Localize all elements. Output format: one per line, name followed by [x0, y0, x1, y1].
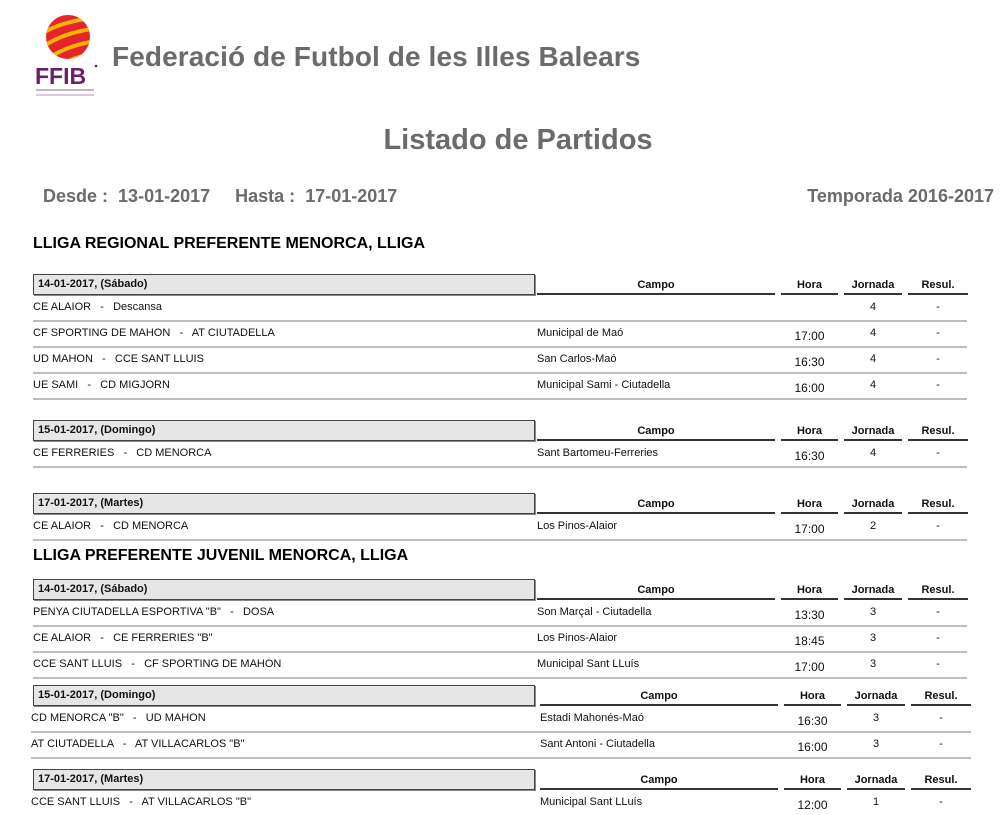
- column-header-jornada: Jornada: [847, 688, 905, 706]
- day-header: [33, 420, 967, 442]
- league-title: LLIGA REGIONAL PREFERENTE MENORCA, LLIGA: [33, 235, 426, 252]
- match-row: [33, 627, 967, 653]
- match-jornada: 3: [872, 712, 880, 724]
- league-title: LLIGA PREFERENTE JUVENIL MENORCA, LLIGA: [33, 547, 409, 564]
- match-row: [33, 322, 967, 348]
- match-jornada: 3: [869, 658, 877, 670]
- season-label: Temporada 2016-2017: [807, 186, 994, 206]
- column-header-resul: Resul.: [908, 277, 968, 295]
- hasta-value: 17-01-2017: [305, 186, 398, 206]
- day-header: [33, 493, 967, 515]
- column-header-hora: Hora: [781, 277, 838, 295]
- day-block: [31, 685, 971, 759]
- column-header-jornada: Jornada: [844, 277, 902, 295]
- day-header: [33, 579, 967, 601]
- match-hora: 12:00: [797, 798, 828, 812]
- column-header-hora: Hora: [784, 772, 841, 790]
- column-header-jornada: Jornada: [847, 772, 905, 790]
- match-jornada: 3: [869, 632, 877, 644]
- match-teams: UE SAMI - CD MIGJORN: [33, 379, 170, 391]
- match-campo: Municipal Sant LLuís: [540, 796, 643, 808]
- match-teams: CCE SANT LLUIS - CF SPORTING DE MAHON: [33, 658, 282, 670]
- organization-title: Federació de Futbol de les Illes Balears: [112, 41, 641, 72]
- match-jornada: 4: [869, 353, 877, 365]
- column-header-jornada: Jornada: [844, 423, 902, 441]
- match-jornada: 4: [869, 301, 877, 313]
- column-header-resul: Resul.: [911, 688, 971, 706]
- match-jornada: 2: [869, 520, 877, 532]
- match-jornada: 4: [869, 379, 877, 391]
- match-teams: CF SPORTING DE MAHON - AT CIUTADELLA: [33, 327, 275, 339]
- column-header-resul: Resul.: [908, 582, 968, 600]
- date-header: 17-01-2017, (Martes): [33, 769, 535, 790]
- match-row: [33, 601, 967, 627]
- match-hora: 17:00: [794, 522, 825, 536]
- day-block: [33, 420, 967, 468]
- match-campo: Son Marçal - Ciutadella: [537, 606, 652, 618]
- date-header: 15-01-2017, (Domingo): [33, 685, 535, 706]
- column-header-campo: Campo: [537, 277, 775, 295]
- match-hora: 18:45: [794, 634, 825, 648]
- match-campo: Estadi Mahonés-Maó: [540, 712, 644, 724]
- match-resul: -: [936, 327, 940, 339]
- match-row: [31, 707, 971, 733]
- match-resul: -: [936, 379, 940, 391]
- column-header-resul: Resul.: [908, 423, 968, 441]
- match-row: [33, 653, 967, 679]
- column-header-campo: Campo: [537, 423, 775, 441]
- page-title: Listado de Partidos: [383, 124, 653, 156]
- match-hora: 16:30: [794, 449, 825, 463]
- match-campo: Sant Bartomeu-Ferreries: [537, 447, 659, 459]
- match-teams: PENYA CIUTADELLA ESPORTIVA "B" - DOSA: [33, 606, 275, 618]
- match-jornada: 4: [869, 327, 877, 339]
- match-row: [33, 374, 967, 400]
- match-teams: CE ALAIOR - Descansa: [33, 301, 162, 313]
- match-campo: Los Pinos-Alaior: [537, 632, 618, 644]
- match-row: [31, 791, 971, 815]
- day-block: [33, 493, 967, 541]
- match-jornada: 3: [869, 606, 877, 618]
- match-campo: Los Pinos-Alaior: [537, 520, 618, 532]
- match-hora: 16:00: [797, 740, 828, 754]
- column-header-campo: Campo: [540, 772, 778, 790]
- match-teams: CE ALAIOR - CE FERRERIES "B": [33, 632, 213, 644]
- match-teams: CE FERRERIES - CD MENORCA: [33, 447, 212, 459]
- match-teams: CE ALAIOR - CD MENORCA: [33, 520, 189, 532]
- match-row: [33, 442, 967, 468]
- match-campo: Municipal de Maó: [537, 327, 624, 339]
- day-block: [33, 579, 967, 679]
- match-jornada: 3: [872, 738, 880, 750]
- match-row: [31, 733, 971, 759]
- match-row: [33, 515, 967, 541]
- desde-value: 13-01-2017: [118, 186, 211, 206]
- ffib-ball-icon: [33, 14, 103, 104]
- match-resul: -: [936, 632, 940, 644]
- match-campo: Sant Antoni - Ciutadella: [540, 738, 655, 750]
- match-hora: 13:30: [794, 608, 825, 622]
- desde-label: Desde :: [43, 186, 109, 206]
- match-resul: -: [936, 658, 940, 670]
- match-resul: -: [939, 738, 943, 750]
- hasta-label: Hasta :: [235, 186, 296, 206]
- match-hora: 16:00: [794, 381, 825, 395]
- match-resul: -: [936, 447, 940, 459]
- column-header-hora: Hora: [781, 423, 838, 441]
- column-header-hora: Hora: [781, 496, 838, 514]
- match-teams: UD MAHON - CCE SANT LLUIS: [33, 353, 204, 365]
- column-header-resul: Resul.: [908, 496, 968, 514]
- match-teams: CD MENORCA "B" - UD MAHON: [31, 712, 206, 724]
- day-header: [31, 685, 971, 707]
- match-resul: -: [939, 796, 943, 808]
- match-resul: -: [936, 606, 940, 618]
- match-jornada: 1: [872, 796, 880, 808]
- match-hora: 16:30: [794, 355, 825, 369]
- match-hora: 17:00: [794, 660, 825, 674]
- match-resul: -: [939, 712, 943, 724]
- day-header: [33, 274, 967, 296]
- date-header: 14-01-2017, (Sábado): [33, 579, 535, 600]
- date-range: [43, 186, 397, 207]
- date-header: 15-01-2017, (Domingo): [33, 420, 535, 441]
- column-header-hora: Hora: [781, 582, 838, 600]
- column-header-resul: Resul.: [911, 772, 971, 790]
- match-hora: 16:30: [797, 714, 828, 728]
- date-header: 17-01-2017, (Martes): [33, 493, 535, 514]
- svg-text:FFIB: FFIB: [35, 63, 87, 89]
- match-resul: -: [936, 301, 940, 313]
- match-row: [33, 296, 967, 322]
- match-jornada: 4: [869, 447, 877, 459]
- column-header-campo: Campo: [537, 582, 775, 600]
- ffib-logo: [33, 14, 103, 104]
- column-header-campo: Campo: [540, 688, 778, 706]
- column-header-jornada: Jornada: [844, 496, 902, 514]
- day-block: [31, 769, 971, 815]
- match-row: [33, 348, 967, 374]
- match-campo: Municipal Sami - Ciutadella: [537, 379, 671, 391]
- date-header: 14-01-2017, (Sábado): [33, 274, 535, 295]
- match-campo: San Carlos-Maó: [537, 353, 617, 365]
- day-header: [31, 769, 971, 791]
- match-teams: CCE SANT LLUIS - AT VILLACARLOS "B": [31, 796, 251, 808]
- match-campo: Municipal Sant LLuís: [537, 658, 640, 670]
- match-resul: -: [936, 353, 940, 365]
- match-resul: -: [936, 520, 940, 532]
- match-hora: 17:00: [794, 329, 825, 343]
- day-block: [33, 274, 967, 400]
- column-header-jornada: Jornada: [844, 582, 902, 600]
- match-teams: AT CIUTADELLA - AT VILLACARLOS "B": [31, 738, 245, 750]
- column-header-campo: Campo: [537, 496, 775, 514]
- column-header-hora: Hora: [784, 688, 841, 706]
